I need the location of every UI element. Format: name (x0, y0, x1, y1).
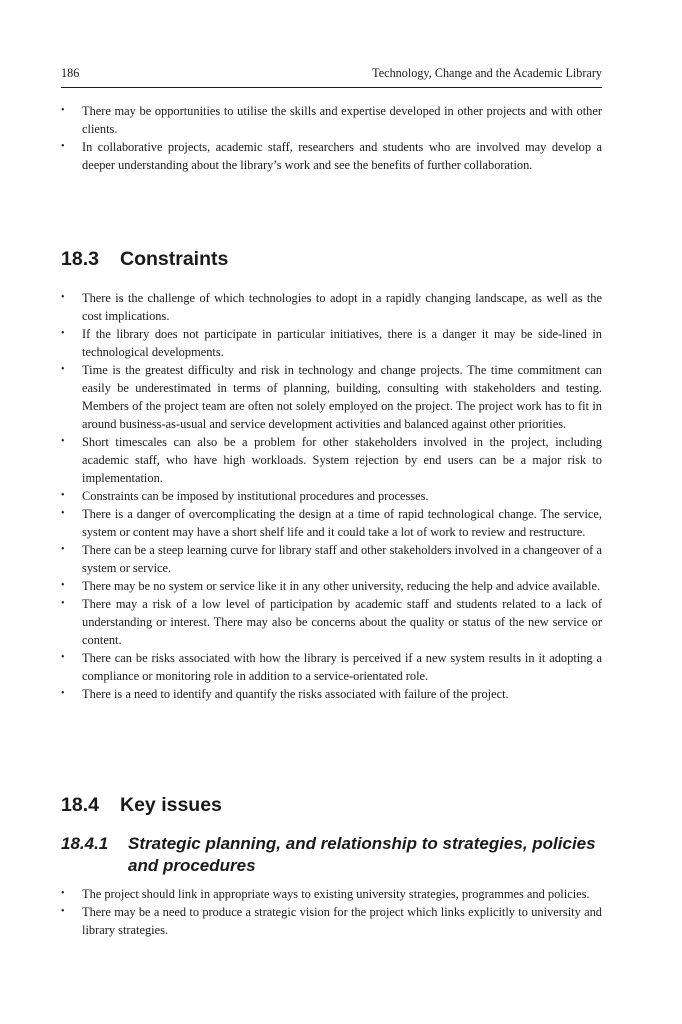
list-item: • There is the challenge of which technologies to adopt in a rapidly changing landscape, as well as the cost implications. (61, 289, 602, 325)
list-item: • If the library does not participate in particular initiatives, there is a danger it may be side-lined in technological developments. (61, 325, 602, 361)
section-title: Constraints (120, 248, 229, 270)
running-title: Technology, Change and the Academic Library (372, 66, 602, 80)
list-item: • There can be a steep learning curve for library staff and other stakeholders involved in a changeover of a system or service. (61, 541, 602, 577)
running-head (61, 65, 602, 81)
section-heading-key-issues (61, 793, 222, 817)
list-item: • Short timescales can also be a problem for other stakeholders involved in the project, including academic staff, who have high workloads. System rejection by end users can be a major risk to implementation. (61, 433, 602, 487)
section-heading-constraints (61, 247, 228, 271)
header-rule (61, 87, 602, 88)
book-page (61, 0, 602, 1024)
list-item: • There may be no system or service like it in any other university, reducing the help and advice available. (61, 577, 602, 595)
strategic-planning-bullet-list (61, 885, 602, 939)
list-item: • Constraints can be imposed by institutional procedures and processes. (61, 487, 602, 505)
section-number: 18.4 (61, 794, 99, 816)
subsection-title: Strategic planning, and relationship to strategies, policies and procedures (128, 834, 596, 875)
list-item: • The project should link in appropriate ways to existing university strategies, programmes and policies. (61, 885, 602, 903)
list-item: • Time is the greatest difficulty and risk in technology and change projects. The time commitment can easily be underestimated in terms of planning, building, consulting with stakeholders and testing. Members of the project team are often not solely employed on the project. The project work has to fit in around business-as-usual and service development activities and balanced against other priorities. (61, 361, 602, 433)
constraints-bullet-list (61, 289, 602, 703)
page-number: 186 (61, 66, 80, 80)
section-number: 18.3 (61, 248, 99, 270)
list-item: • There can be risks associated with how the library is perceived if a new system results in it adopting a compliance or monitoring role in addition to a service-orientated role. (61, 649, 602, 685)
list-item: • There may be a need to produce a strategic vision for the project which links explicitly to university and library strategies. (61, 903, 602, 939)
list-item: • There is a need to identify and quantify the risks associated with failure of the project. (61, 685, 602, 703)
subsection-heading-strategic-planning (61, 833, 602, 877)
list-item: • There is a danger of overcomplicating the design at a time of rapid technological change. The service, system or content may have a short shelf life and it could take a lot of work to review and restructure. (61, 505, 602, 541)
subsection-number: 18.4.1 (61, 834, 109, 853)
section-title: Key issues (120, 794, 222, 816)
list-item: • There may a risk of a low level of participation by academic staff and students related to a lack of understanding or interest. There may also be concerns about the quality or status of the new service or content. (61, 595, 602, 649)
list-item: • There may be opportunities to utilise the skills and expertise developed in other projects and with other clients. (61, 102, 602, 138)
list-item: • In collaborative projects, academic staff, researchers and students who are involved may develop a deeper understanding about the library’s work and see the benefits of further collaboration. (61, 138, 602, 174)
intro-bullet-list (61, 102, 602, 174)
